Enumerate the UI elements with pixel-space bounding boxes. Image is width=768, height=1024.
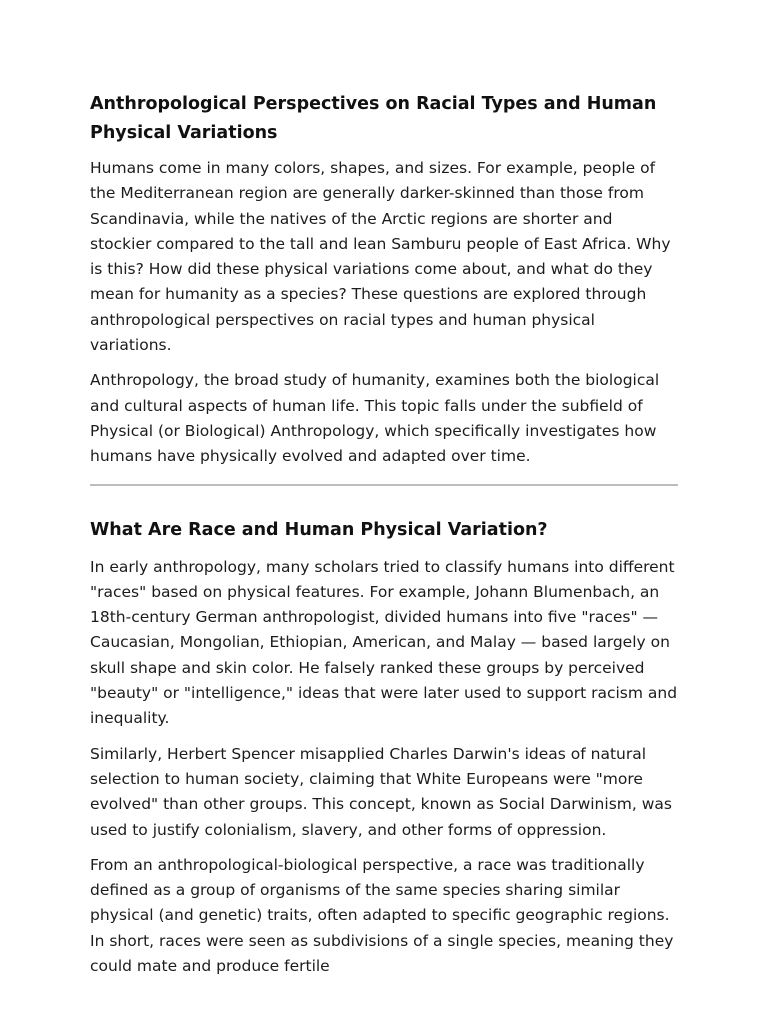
intro-paragraph-1: Humans come in many colors, shapes, and sizes. For example, people of the Mediterranean region are generally darker-skinned than those from Scandinavia, while the natives of the Arctic regions are shorter and stockier compared to the tall and lean Samburu people of East Africa. Why is this? How did these physical variations come about, and what do they mean for humanity as a species? These questions are explored through anthropological perspectives on racial types and human physical variations. <box>90 159 671 355</box>
section-heading: What Are Race and Human Physical Variation? <box>90 519 548 540</box>
intro-paragraph-2: Anthropology, the broad study of humanity, examines both the biological and cultural aspects of human life. This topic falls under the subfield of Physical (or Biological) Anthropology, which specifically investigates how humans have physically evolved and adapted over time. <box>90 371 660 466</box>
document-page <box>90 90 678 979</box>
section-divider <box>90 484 678 486</box>
section-paragraph-3: From an anthropological-biological perspective, a race was traditionally defined as a group of organisms of the same species sharing similar physical (and genetic) traits, often adapted to specific geographic regions. In short, races were seen as subdivisions of a single species, meaning they could mate and produce fertile <box>90 855 674 976</box>
section-paragraph-1: In early anthropology, many scholars tried to classify humans into different "races" based on physical features. For example, Johann Blumenbach, an 18th-century German anthropologist, divided humans into five "races" — Caucasian, Mongolian, Ethiopian, American, and Malay — based largely on skull shape and skin color. He falsely ranked these groups by perceived "beauty" or "intelligence," ideas that were later used to support racism and inequality. <box>90 557 678 728</box>
document-title: Anthropological Perspectives on Racial Types and Human Physical Variations <box>90 94 657 143</box>
section-paragraph-2: Similarly, Herbert Spencer misapplied Charles Darwin's ideas of natural selection to human society, claiming that White Europeans were "more evolved" than other groups. This concept, known as Social Darwinism, was used to justify colonialism, slavery, and other forms of oppression. <box>90 744 672 839</box>
